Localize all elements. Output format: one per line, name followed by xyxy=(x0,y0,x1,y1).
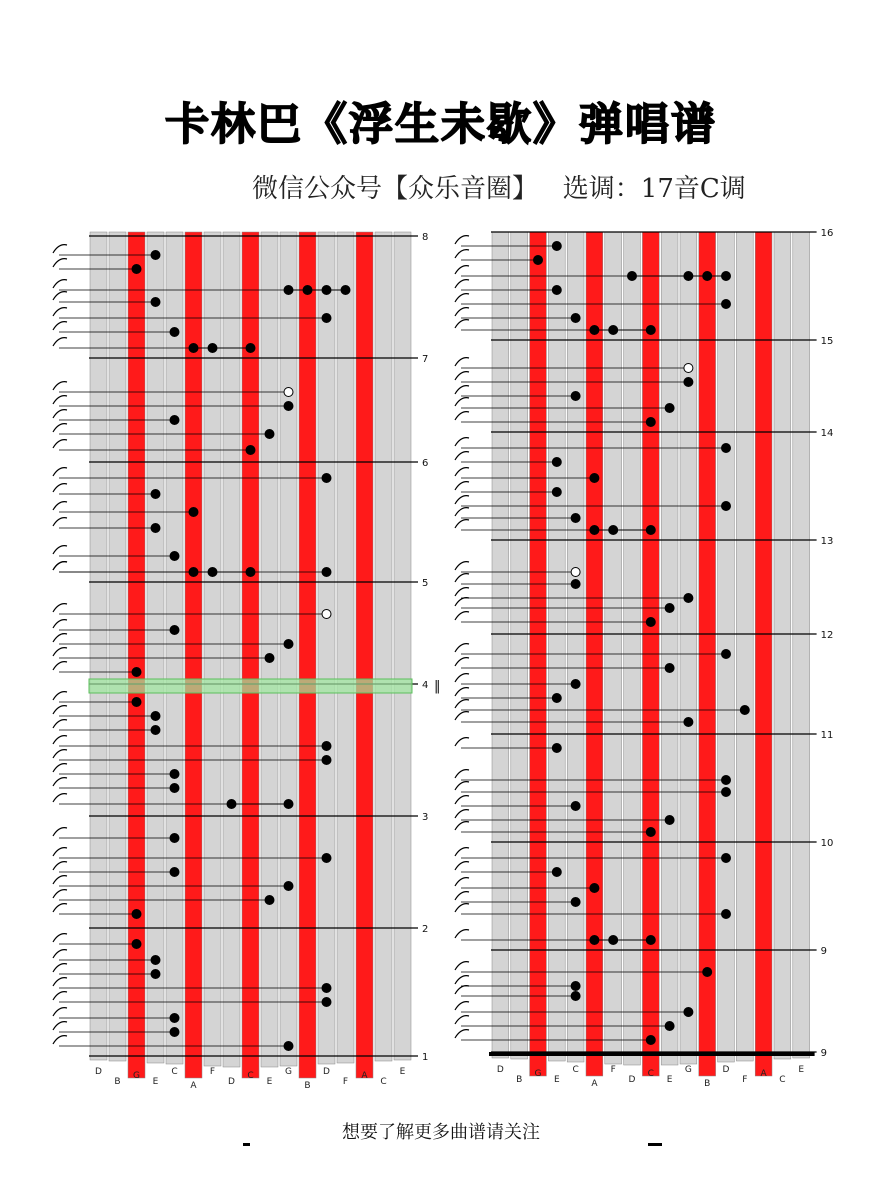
note-dot xyxy=(722,910,731,919)
note-dot xyxy=(534,256,543,265)
footer-dash-left xyxy=(243,1143,250,1146)
note-dot xyxy=(246,568,255,577)
note-flag-icon xyxy=(455,452,469,460)
note-dot xyxy=(684,364,693,373)
note-dot xyxy=(684,378,693,387)
highlight-band xyxy=(89,679,412,693)
note-flag-icon xyxy=(53,890,67,898)
note-flag-icon xyxy=(455,386,469,394)
note-flag-icon xyxy=(53,280,67,288)
note-dot xyxy=(571,568,580,577)
tine-C xyxy=(375,232,392,1061)
note-dot xyxy=(284,388,293,397)
tine-label: G xyxy=(133,1071,140,1081)
tine-B xyxy=(511,232,528,1059)
page-title: 卡林巴《浮生未歇》弹唱谱 xyxy=(165,99,717,150)
tine-A xyxy=(185,232,202,1078)
tine-label: C xyxy=(779,1075,786,1085)
note-flag-icon xyxy=(455,598,469,606)
measure-number: 1 xyxy=(422,1052,429,1063)
note-dot xyxy=(590,326,599,335)
note-dot xyxy=(208,568,217,577)
note-flag-icon xyxy=(53,828,67,836)
note-dot xyxy=(740,706,749,715)
note-dot xyxy=(322,998,331,1007)
note-flag-icon xyxy=(53,634,67,642)
note-dot xyxy=(571,992,580,1001)
note-dot xyxy=(132,698,141,707)
note-dot xyxy=(646,828,655,837)
tine-G xyxy=(128,232,145,1078)
note-dot xyxy=(684,718,693,727)
tine-E xyxy=(147,232,164,1063)
note-flag-icon xyxy=(455,280,469,288)
footer-note: 想要了解更多曲谱请关注 xyxy=(342,1122,540,1143)
note-dot xyxy=(170,1014,179,1023)
note-dot xyxy=(552,286,561,295)
note-flag-icon xyxy=(455,266,469,274)
note-dot xyxy=(170,626,179,635)
tine-label: D xyxy=(95,1067,102,1077)
note-dot xyxy=(571,982,580,991)
note-flag-icon xyxy=(455,700,469,708)
note-dot xyxy=(703,968,712,977)
tine-label: E xyxy=(266,1077,273,1087)
note-flag-icon xyxy=(455,688,469,696)
note-dot xyxy=(132,940,141,949)
tine-label: B xyxy=(704,1079,711,1089)
tine-label: F xyxy=(610,1065,616,1075)
note-dot xyxy=(189,568,198,577)
note-flag-icon xyxy=(53,736,67,744)
note-dot xyxy=(590,526,599,535)
tine-D xyxy=(90,232,107,1060)
tine-C xyxy=(774,232,791,1059)
repeat-mark: ‖ xyxy=(434,679,441,694)
note-dot xyxy=(284,402,293,411)
note-flag-icon xyxy=(455,822,469,830)
note-dot xyxy=(590,884,599,893)
note-dot xyxy=(665,404,674,413)
note-flag-icon xyxy=(455,712,469,720)
note-flag-icon xyxy=(53,484,67,492)
tine-B xyxy=(109,232,126,1061)
note-flag-icon xyxy=(455,770,469,778)
note-dot xyxy=(722,502,731,511)
right-tablature xyxy=(440,222,882,1112)
measure-number: 6 xyxy=(422,458,429,469)
note-flag-icon xyxy=(455,520,469,528)
note-flag-icon xyxy=(53,518,67,526)
note-flag-icon xyxy=(455,644,469,652)
bottom-bar xyxy=(489,1052,815,1056)
tine-D xyxy=(718,232,735,1062)
note-flag-icon xyxy=(53,720,67,728)
note-dot xyxy=(571,392,580,401)
note-dot xyxy=(151,726,160,735)
note-flag-icon xyxy=(53,648,67,656)
note-flag-icon xyxy=(455,308,469,316)
note-dot xyxy=(665,664,674,673)
note-flag-icon xyxy=(455,904,469,912)
tine-A xyxy=(356,232,373,1078)
note-dot xyxy=(284,800,293,809)
measure-number: 14 xyxy=(820,428,834,439)
note-flag-icon xyxy=(53,950,67,958)
note-flag-icon xyxy=(455,962,469,970)
note-dot xyxy=(322,568,331,577)
note-dot xyxy=(322,610,331,619)
measure-number: 9 xyxy=(820,1048,827,1059)
note-dot xyxy=(571,514,580,523)
measure-number: 11 xyxy=(820,730,834,741)
note-flag-icon xyxy=(53,778,67,786)
tine-E xyxy=(548,232,565,1061)
note-flag-icon xyxy=(53,764,67,772)
measure-number: 10 xyxy=(820,838,834,849)
tine-label: G xyxy=(684,1065,692,1075)
note-flag-icon xyxy=(455,482,469,490)
tine-F xyxy=(204,232,221,1066)
note-dot xyxy=(722,854,731,863)
note-dot xyxy=(665,604,674,613)
note-dot xyxy=(571,680,580,689)
note-flag-icon xyxy=(53,502,67,510)
note-flag-icon xyxy=(455,892,469,900)
note-flag-icon xyxy=(53,382,67,390)
note-dot xyxy=(132,668,141,677)
note-dot xyxy=(341,286,350,295)
note-dot xyxy=(151,524,160,533)
note-dot xyxy=(322,286,331,295)
tine-label: E xyxy=(553,1075,560,1085)
note-flag-icon xyxy=(455,796,469,804)
note-dot xyxy=(170,552,179,561)
note-dot xyxy=(684,1008,693,1017)
tine-D xyxy=(492,232,509,1058)
note-dot xyxy=(628,272,637,281)
tine-E xyxy=(394,232,411,1060)
note-dot xyxy=(284,640,293,649)
tine-C xyxy=(242,232,259,1078)
note-flag-icon xyxy=(455,986,469,994)
note-dot xyxy=(646,936,655,945)
note-dot xyxy=(684,272,693,281)
tine-E xyxy=(793,232,810,1058)
note-flag-icon xyxy=(53,876,67,884)
note-dot xyxy=(684,594,693,603)
page-subtitle: 微信公众号【众乐音圈】 选调：17音C调 xyxy=(252,174,746,204)
note-dot xyxy=(646,618,655,627)
note-flag-icon xyxy=(53,468,67,476)
tine-E xyxy=(261,232,278,1067)
tine-C xyxy=(166,232,183,1064)
tine-label: F xyxy=(342,1077,349,1087)
note-flag-icon xyxy=(455,398,469,406)
note-dot xyxy=(151,490,160,499)
note-dot xyxy=(170,868,179,877)
note-flag-icon xyxy=(53,964,67,972)
note-flag-icon xyxy=(53,546,67,554)
note-dot xyxy=(170,328,179,337)
note-dot xyxy=(590,474,599,483)
note-flag-icon xyxy=(455,412,469,420)
note-flag-icon xyxy=(455,438,469,446)
tine-label: E xyxy=(399,1067,406,1077)
note-flag-icon xyxy=(53,424,67,432)
note-dot xyxy=(151,970,160,979)
note-flag-icon xyxy=(455,496,469,504)
note-dot xyxy=(590,936,599,945)
tine-label: B xyxy=(516,1075,523,1085)
note-dot xyxy=(722,776,731,785)
tine-label: E xyxy=(666,1075,673,1085)
note-dot xyxy=(132,265,141,274)
note-flag-icon xyxy=(53,692,67,700)
note-flag-icon xyxy=(455,1002,469,1010)
note-flag-icon xyxy=(455,612,469,620)
note-dot xyxy=(609,326,618,335)
note-dot xyxy=(722,444,731,453)
note-dot xyxy=(265,896,274,905)
note-flag-icon xyxy=(53,562,67,570)
note-flag-icon xyxy=(53,934,67,942)
note-dot xyxy=(151,712,160,721)
note-dot xyxy=(571,802,580,811)
note-dot xyxy=(189,344,198,353)
note-dot xyxy=(246,446,255,455)
note-flag-icon xyxy=(455,658,469,666)
measure-number: 12 xyxy=(820,630,834,641)
note-dot xyxy=(646,1036,655,1045)
note-dot xyxy=(151,956,160,965)
note-dot xyxy=(552,458,561,467)
note-flag-icon xyxy=(53,604,67,612)
note-dot xyxy=(552,868,561,877)
note-dot xyxy=(303,286,312,295)
note-flag-icon xyxy=(455,562,469,570)
note-dot xyxy=(170,784,179,793)
note-dot xyxy=(646,418,655,427)
note-dot xyxy=(722,272,731,281)
note-dot xyxy=(722,788,731,797)
tine-D xyxy=(318,232,335,1064)
tine-label: C xyxy=(647,1069,654,1079)
note-dot xyxy=(552,242,561,251)
note-flag-icon xyxy=(455,574,469,582)
note-dot xyxy=(552,488,561,497)
note-flag-icon xyxy=(455,810,469,818)
note-flag-icon xyxy=(53,308,67,316)
note-dot xyxy=(284,286,293,295)
note-flag-icon xyxy=(53,1036,67,1044)
note-flag-icon xyxy=(53,794,67,802)
note-dot xyxy=(571,314,580,323)
note-flag-icon xyxy=(455,976,469,984)
measure-number: 9 xyxy=(820,946,827,957)
note-dot xyxy=(322,984,331,993)
note-flag-icon xyxy=(455,588,469,596)
note-flag-icon xyxy=(53,620,67,628)
note-flag-icon xyxy=(53,904,67,912)
measure-number: 8 xyxy=(422,232,429,243)
note-flag-icon xyxy=(53,410,67,418)
note-flag-icon xyxy=(53,862,67,870)
note-dot xyxy=(284,882,293,891)
note-dot xyxy=(170,770,179,779)
note-flag-icon xyxy=(53,662,67,670)
note-dot xyxy=(322,314,331,323)
measure-number: 2 xyxy=(422,924,429,935)
note-dot xyxy=(609,936,618,945)
note-dot xyxy=(722,300,731,309)
note-flag-icon xyxy=(455,372,469,380)
tine-label: D xyxy=(323,1067,330,1077)
note-dot xyxy=(609,526,618,535)
note-flag-icon xyxy=(455,738,469,746)
tine-label: E xyxy=(798,1065,805,1075)
note-dot xyxy=(571,580,580,589)
note-dot xyxy=(665,1022,674,1031)
note-flag-icon xyxy=(53,292,67,300)
tine-label: G xyxy=(285,1067,292,1077)
tine-C xyxy=(567,232,584,1062)
note-dot xyxy=(552,744,561,753)
measure-number: 15 xyxy=(820,336,834,347)
note-flag-icon xyxy=(455,1016,469,1024)
tine-label: D xyxy=(722,1065,730,1075)
note-dot xyxy=(246,344,255,353)
tine-label: F xyxy=(742,1075,748,1085)
note-dot xyxy=(227,800,236,809)
note-dot xyxy=(151,251,160,260)
note-flag-icon xyxy=(53,978,67,986)
note-flag-icon xyxy=(455,1030,469,1038)
note-flag-icon xyxy=(53,338,67,346)
note-flag-icon xyxy=(455,358,469,366)
tine-label: A xyxy=(190,1081,197,1091)
note-dot xyxy=(322,756,331,765)
tine-label: C xyxy=(247,1071,254,1081)
note-dot xyxy=(646,526,655,535)
tine-label: C xyxy=(572,1065,579,1075)
note-dot xyxy=(703,272,712,281)
tine-label: D xyxy=(228,1077,235,1087)
tine-label: A xyxy=(760,1069,767,1079)
note-flag-icon xyxy=(455,236,469,244)
tine-label: G xyxy=(534,1069,542,1079)
note-flag-icon xyxy=(53,1022,67,1030)
note-flag-icon xyxy=(455,930,469,938)
note-dot xyxy=(322,854,331,863)
note-flag-icon xyxy=(53,706,67,714)
tine-label: C xyxy=(171,1067,178,1077)
note-dot xyxy=(646,326,655,335)
note-dot xyxy=(151,298,160,307)
tine-F xyxy=(736,232,753,1061)
tine-label: D xyxy=(496,1065,504,1075)
tine-E xyxy=(661,232,678,1065)
note-flag-icon xyxy=(53,750,67,758)
note-flag-icon xyxy=(455,468,469,476)
tine-D xyxy=(223,232,240,1067)
note-dot xyxy=(170,1028,179,1037)
note-flag-icon xyxy=(455,674,469,682)
note-flag-icon xyxy=(455,294,469,302)
note-dot xyxy=(322,742,331,751)
note-dot xyxy=(170,834,179,843)
measure-number: 7 xyxy=(422,354,429,365)
note-flag-icon xyxy=(455,250,469,258)
note-flag-icon xyxy=(53,1008,67,1016)
note-flag-icon xyxy=(455,782,469,790)
note-flag-icon xyxy=(53,848,67,856)
note-flag-icon xyxy=(455,862,469,870)
tine-label: C xyxy=(380,1077,387,1087)
note-flag-icon xyxy=(455,508,469,516)
tine-G xyxy=(680,232,697,1064)
note-flag-icon xyxy=(53,322,67,330)
note-dot xyxy=(722,650,731,659)
note-flag-icon xyxy=(53,992,67,1000)
tine-label: A xyxy=(591,1079,598,1089)
note-flag-icon xyxy=(53,245,67,253)
measure-number: 16 xyxy=(820,228,834,239)
note-dot xyxy=(265,430,274,439)
tine-label: B xyxy=(114,1077,121,1087)
tine-label: B xyxy=(304,1081,311,1091)
measure-number: 13 xyxy=(820,536,834,547)
tine-label: D xyxy=(628,1075,636,1085)
measure-number: 4 xyxy=(422,680,429,691)
note-flag-icon xyxy=(53,396,67,404)
note-flag-icon xyxy=(455,878,469,886)
note-dot xyxy=(571,898,580,907)
note-dot xyxy=(284,1042,293,1051)
note-dot xyxy=(665,816,674,825)
tine-label: E xyxy=(152,1077,159,1087)
note-flag-icon xyxy=(53,259,67,267)
note-flag-icon xyxy=(53,440,67,448)
left-tablature xyxy=(0,222,440,1112)
note-dot xyxy=(208,344,217,353)
note-dot xyxy=(170,416,179,425)
measure-number: 5 xyxy=(422,578,429,589)
tine-B xyxy=(299,232,316,1078)
tine-label: A xyxy=(361,1071,368,1081)
note-flag-icon xyxy=(455,320,469,328)
tine-F xyxy=(337,232,354,1063)
note-dot xyxy=(552,694,561,703)
note-flag-icon xyxy=(455,848,469,856)
tine-label: F xyxy=(209,1067,216,1077)
note-dot xyxy=(132,910,141,919)
measure-number: 3 xyxy=(422,812,429,823)
note-dot xyxy=(265,654,274,663)
footer-dash-right xyxy=(648,1143,662,1146)
note-dot xyxy=(322,474,331,483)
note-dot xyxy=(189,508,198,517)
